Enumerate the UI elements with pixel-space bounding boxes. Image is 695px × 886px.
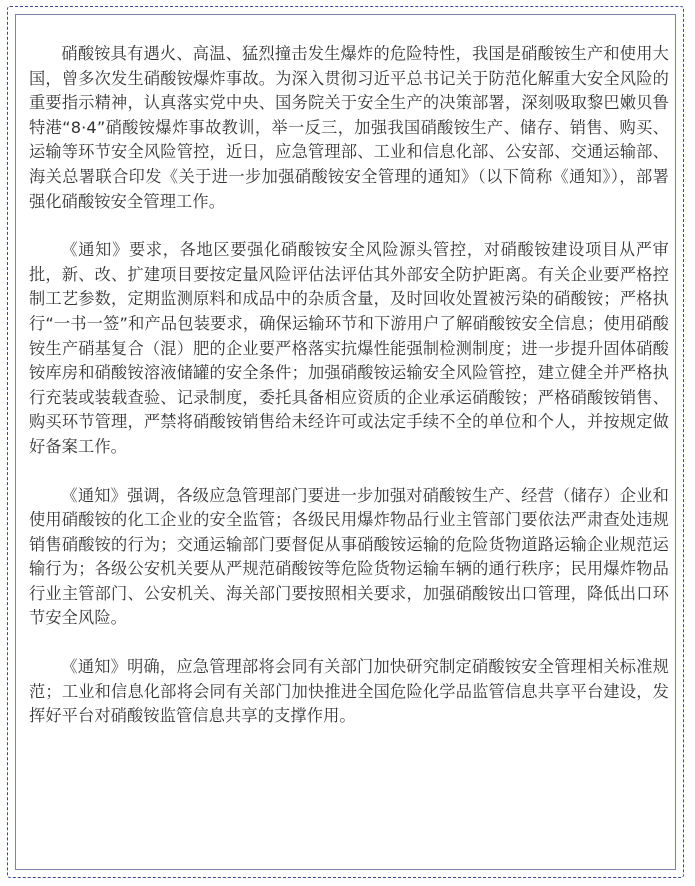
article-paragraph-2: 《通知》要求，各地区要强化硝酸铵安全风险源头管控，对硝酸铵建设项目从严审批，新、改、扩建项目要按定量风险评估法评估其外部安全防护距离。有关企业要严格控制工艺参数，定期监测原料和成品中的杂质含量，及时回收处置被污染的硝酸铵；严格执行“一书一签”和产品包装要求，确保运输环节和下游用户了解硝酸铵安全信息；使用硝酸铵生产硝基复合（混）肥的企业要严格落实抗爆性能强制检测制度；进一步提升固体硝酸铵库房和硝酸铵溶液储罐的安全条件；加强硝酸铵运输安全风险管控，建立健全并严格执行充装或装载查验、记录制度，委托具备相应资质的企业承运硝酸铵；严格硝酸铵销售、购买环节管理，严禁将硝酸铵销售给未经许可或法定手续不全的单位和个人，并按规定做好备案工作。 (29, 240, 669, 456)
article-paragraph-3: 《通知》强调，各级应急管理部门要进一步加强对硝酸铵生产、经营（储存）企业和使用硝酸铵的化工企业的安全监管；各级民用爆炸物品行业主管部门要依法严肃查处违规销售硝酸铵的行为；交通运输部门要督促从事硝酸铵运输的危险货物道路运输企业规范运输行为；各级公安机关要从严规范硝酸铵等危险货物运输车辆的通行秩序；民用爆炸物品行业主管部门、公安机关、海关部门要按照相关要求，加强硝酸铵出口管理，降低出口环节安全风险。 (29, 485, 669, 628)
article-body (29, 42, 669, 753)
article-paragraph-4: 《通知》明确，应急管理部将会同有关部门加快研究制定硝酸铵安全管理相关标准规范；工业和信息化部将会同有关部门加快推进全国危险化学品监管信息共享平台建设，发挥好平台对硝酸铵监管信息共享的支撑作用。 (29, 657, 669, 726)
article-paragraph-1: 硝酸铵具有遇火、高温、猛烈撞击发生爆炸的危险特性，我国是硝酸铵生产和使用大国，曾多次发生硝酸铵爆炸事故。为深入贯彻习近平总书记关于防范化解重大安全风险的重要指示精神，认真落实党中央、国务院关于安全生产的决策部署，深刻吸取黎巴嫩贝鲁特港“8·4”硝酸铵爆炸事故教训，举一反三，加强我国硝酸铵生产、储存、销售、购买、运输等环节安全风险管控，近日，应急管理部、工业和信息化部、公安部、交通运输部、海关总署联合印发《关于进一步加强硝酸铵安全管理的通知》（以下简称《通知》），部署强化硝酸铵安全管理工作。 (29, 44, 669, 211)
